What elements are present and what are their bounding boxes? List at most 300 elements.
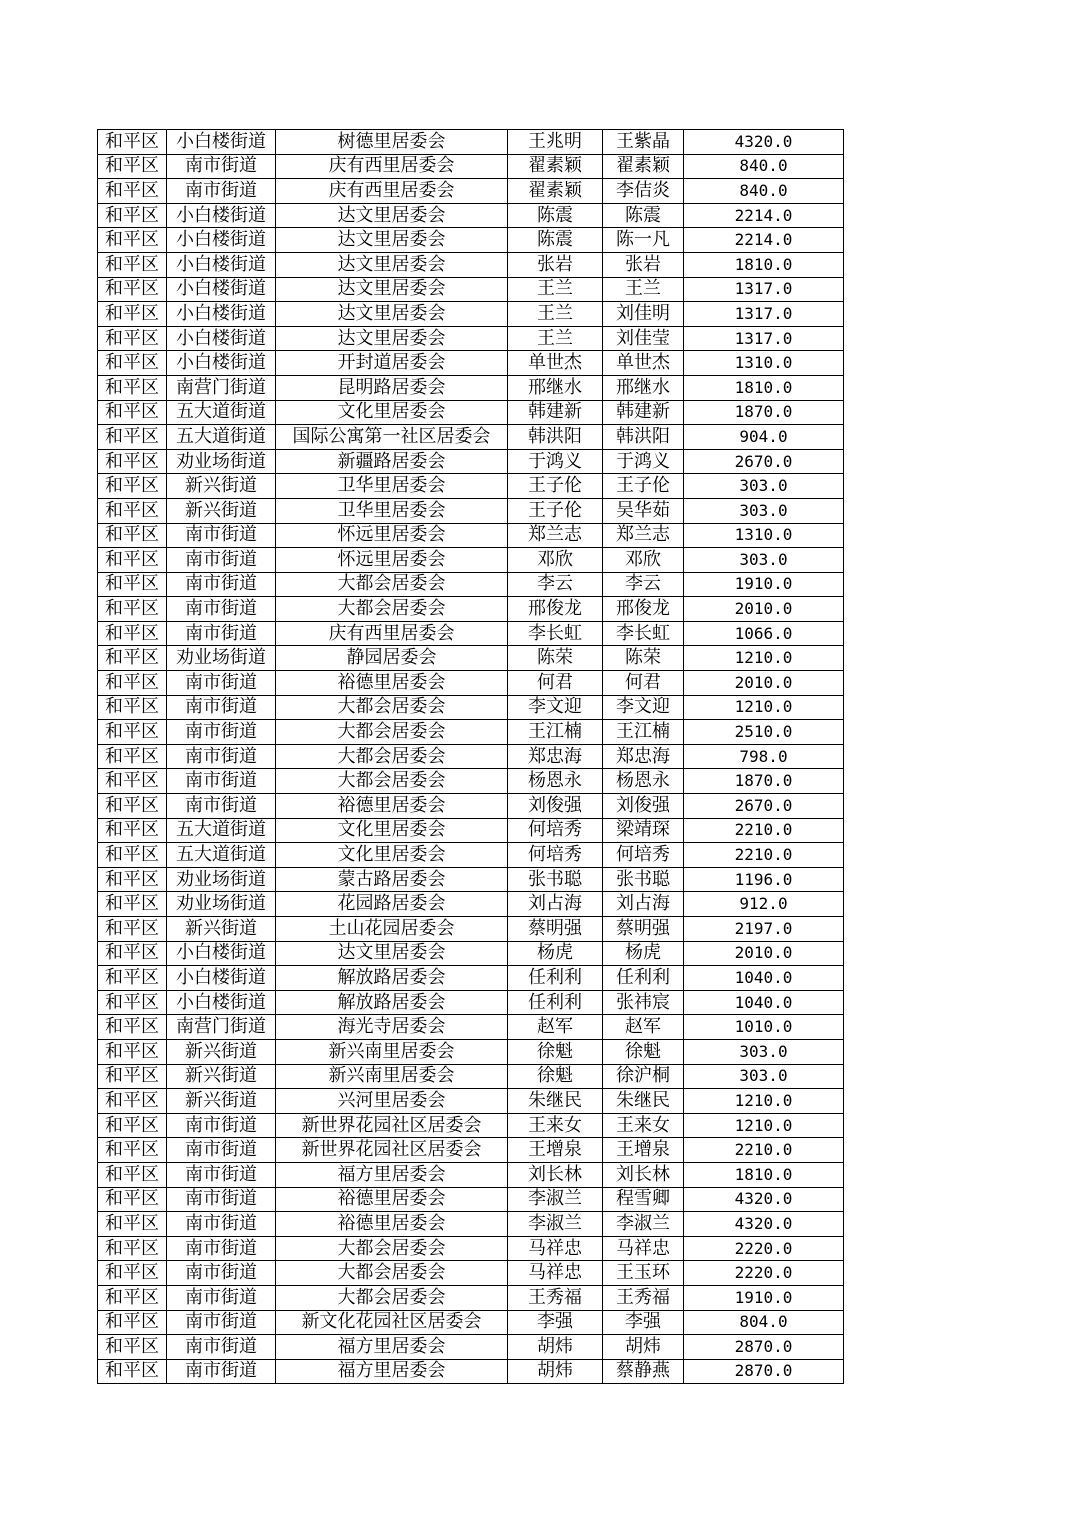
member-cell: 陈震	[603, 203, 684, 228]
district-cell: 和平区	[98, 1015, 167, 1040]
amount-cell: 303.0	[684, 498, 844, 523]
committee-cell: 大都会居委会	[276, 769, 508, 794]
table-row	[98, 769, 844, 794]
district-cell: 和平区	[98, 1064, 167, 1089]
table-row	[98, 1138, 844, 1163]
table-row	[98, 400, 844, 425]
member-cell: 何培秀	[603, 843, 684, 868]
member-cell: 李文迎	[603, 695, 684, 720]
amount-cell: 1910.0	[684, 572, 844, 597]
amount-cell: 2197.0	[684, 917, 844, 942]
committee-cell: 庆有西里居委会	[276, 621, 508, 646]
amount-cell: 1066.0	[684, 621, 844, 646]
member-cell: 李淑兰	[603, 1212, 684, 1237]
district-cell: 和平区	[98, 1359, 167, 1384]
member-cell: 蔡静燕	[603, 1359, 684, 1384]
street-cell: 小白楼街道	[167, 966, 276, 991]
table-row	[98, 179, 844, 204]
district-cell: 和平区	[98, 818, 167, 843]
table-row	[98, 671, 844, 696]
committee-cell: 福方里居委会	[276, 1162, 508, 1187]
amount-cell: 2010.0	[684, 597, 844, 622]
street-cell: 南市街道	[167, 179, 276, 204]
member-cell: 韩建新	[603, 400, 684, 425]
street-cell: 南市街道	[167, 154, 276, 179]
district-cell: 和平区	[98, 867, 167, 892]
amount-cell: 1810.0	[684, 252, 844, 277]
applicant-cell: 陈震	[508, 228, 603, 253]
table-row	[98, 966, 844, 991]
amount-cell: 2210.0	[684, 1138, 844, 1163]
amount-cell: 4320.0	[684, 1212, 844, 1237]
district-cell: 和平区	[98, 449, 167, 474]
district-cell: 和平区	[98, 1335, 167, 1360]
amount-cell: 1040.0	[684, 990, 844, 1015]
street-cell: 小白楼街道	[167, 302, 276, 327]
table-row	[98, 375, 844, 400]
table-row	[98, 941, 844, 966]
district-cell: 和平区	[98, 326, 167, 351]
member-cell: 于鸿义	[603, 449, 684, 474]
street-cell: 小白楼街道	[167, 252, 276, 277]
table-body	[98, 130, 844, 1384]
member-cell: 张祎宸	[603, 990, 684, 1015]
member-cell: 赵军	[603, 1015, 684, 1040]
district-cell: 和平区	[98, 744, 167, 769]
amount-cell: 1810.0	[684, 1162, 844, 1187]
amount-cell: 1210.0	[684, 695, 844, 720]
committee-cell: 新文化花园社区居委会	[276, 1310, 508, 1335]
committee-cell: 福方里居委会	[276, 1359, 508, 1384]
street-cell: 劝业场街道	[167, 892, 276, 917]
street-cell: 南市街道	[167, 1261, 276, 1286]
table-row	[98, 1162, 844, 1187]
committee-cell: 土山花园居委会	[276, 917, 508, 942]
applicant-cell: 邢俊龙	[508, 597, 603, 622]
table-row	[98, 326, 844, 351]
street-cell: 新兴街道	[167, 498, 276, 523]
street-cell: 小白楼街道	[167, 228, 276, 253]
table-row	[98, 1064, 844, 1089]
table-row	[98, 130, 844, 155]
table-row	[98, 1359, 844, 1384]
table-row	[98, 1089, 844, 1114]
table-row	[98, 1015, 844, 1040]
table-row	[98, 498, 844, 523]
applicant-cell: 翟素颖	[508, 179, 603, 204]
member-cell: 胡炜	[603, 1335, 684, 1360]
street-cell: 南市街道	[167, 1285, 276, 1310]
member-cell: 王秀福	[603, 1285, 684, 1310]
table-row	[98, 892, 844, 917]
committee-cell: 兴河里居委会	[276, 1089, 508, 1114]
table-row	[98, 917, 844, 942]
amount-cell: 1317.0	[684, 277, 844, 302]
district-cell: 和平区	[98, 794, 167, 819]
applicant-cell: 胡炜	[508, 1335, 603, 1360]
member-cell: 任利利	[603, 966, 684, 991]
street-cell: 南市街道	[167, 1138, 276, 1163]
applicant-cell: 李云	[508, 572, 603, 597]
member-cell: 王子伦	[603, 474, 684, 499]
member-cell: 杨恩永	[603, 769, 684, 794]
amount-cell: 1310.0	[684, 523, 844, 548]
amount-cell: 2214.0	[684, 203, 844, 228]
district-cell: 和平区	[98, 203, 167, 228]
applicant-cell: 蔡明强	[508, 917, 603, 942]
member-cell: 韩洪阳	[603, 425, 684, 450]
table-row	[98, 1236, 844, 1261]
committee-cell: 新世界花园社区居委会	[276, 1113, 508, 1138]
table-row	[98, 1212, 844, 1237]
committee-cell: 静园居委会	[276, 646, 508, 671]
district-cell: 和平区	[98, 1039, 167, 1064]
applicant-cell: 何培秀	[508, 818, 603, 843]
district-cell: 和平区	[98, 966, 167, 991]
amount-cell: 1310.0	[684, 351, 844, 376]
applicant-cell: 翟素颖	[508, 154, 603, 179]
committee-cell: 庆有西里居委会	[276, 154, 508, 179]
committee-cell: 新兴南里居委会	[276, 1039, 508, 1064]
table-row	[98, 277, 844, 302]
applicant-cell: 王兰	[508, 326, 603, 351]
applicant-cell: 王子伦	[508, 498, 603, 523]
table-row	[98, 474, 844, 499]
table-row	[98, 425, 844, 450]
district-cell: 和平区	[98, 179, 167, 204]
applicant-cell: 邢继水	[508, 375, 603, 400]
committee-cell: 裕德里居委会	[276, 794, 508, 819]
amount-cell: 2210.0	[684, 843, 844, 868]
district-cell: 和平区	[98, 1285, 167, 1310]
street-cell: 小白楼街道	[167, 130, 276, 155]
district-cell: 和平区	[98, 917, 167, 942]
committee-cell: 新世界花园社区居委会	[276, 1138, 508, 1163]
committee-cell: 怀远里居委会	[276, 548, 508, 573]
committee-cell: 达文里居委会	[276, 302, 508, 327]
amount-cell: 1317.0	[684, 302, 844, 327]
committee-cell: 树德里居委会	[276, 130, 508, 155]
applicant-cell: 刘长林	[508, 1162, 603, 1187]
applicant-cell: 王秀福	[508, 1285, 603, 1310]
table-row	[98, 154, 844, 179]
table-row	[98, 990, 844, 1015]
street-cell: 南市街道	[167, 572, 276, 597]
committee-cell: 达文里居委会	[276, 941, 508, 966]
member-cell: 刘长林	[603, 1162, 684, 1187]
committee-cell: 新兴南里居委会	[276, 1064, 508, 1089]
committee-cell: 大都会居委会	[276, 1285, 508, 1310]
member-cell: 邢俊龙	[603, 597, 684, 622]
street-cell: 新兴街道	[167, 1064, 276, 1089]
applicant-cell: 胡炜	[508, 1359, 603, 1384]
amount-cell: 2670.0	[684, 449, 844, 474]
table-row	[98, 843, 844, 868]
member-cell: 张书聪	[603, 867, 684, 892]
table-row	[98, 794, 844, 819]
district-cell: 和平区	[98, 1261, 167, 1286]
amount-cell: 303.0	[684, 1064, 844, 1089]
street-cell: 南市街道	[167, 671, 276, 696]
street-cell: 南市街道	[167, 621, 276, 646]
street-cell: 小白楼街道	[167, 277, 276, 302]
member-cell: 蔡明强	[603, 917, 684, 942]
applicant-cell: 李强	[508, 1310, 603, 1335]
street-cell: 小白楼街道	[167, 203, 276, 228]
amount-cell: 2870.0	[684, 1359, 844, 1384]
amount-cell: 4320.0	[684, 130, 844, 155]
district-cell: 和平区	[98, 621, 167, 646]
applicant-cell: 刘俊强	[508, 794, 603, 819]
member-cell: 单世杰	[603, 351, 684, 376]
amount-cell: 303.0	[684, 1039, 844, 1064]
committee-cell: 大都会居委会	[276, 1261, 508, 1286]
street-cell: 南市街道	[167, 1212, 276, 1237]
member-cell: 马祥忠	[603, 1236, 684, 1261]
applicant-cell: 陈荣	[508, 646, 603, 671]
member-cell: 王玉环	[603, 1261, 684, 1286]
applicant-cell: 单世杰	[508, 351, 603, 376]
applicant-cell: 韩建新	[508, 400, 603, 425]
district-cell: 和平区	[98, 474, 167, 499]
street-cell: 小白楼街道	[167, 326, 276, 351]
applicant-cell: 何君	[508, 671, 603, 696]
table-row	[98, 1310, 844, 1335]
member-cell: 刘占海	[603, 892, 684, 917]
amount-cell: 2010.0	[684, 671, 844, 696]
street-cell: 南市街道	[167, 769, 276, 794]
member-cell: 李强	[603, 1310, 684, 1335]
table-row	[98, 1261, 844, 1286]
amount-cell: 1910.0	[684, 1285, 844, 1310]
street-cell: 小白楼街道	[167, 351, 276, 376]
amount-cell: 2210.0	[684, 818, 844, 843]
table-row	[98, 1285, 844, 1310]
amount-cell: 904.0	[684, 425, 844, 450]
committee-cell: 达文里居委会	[276, 326, 508, 351]
district-cell: 和平区	[98, 1113, 167, 1138]
table-row	[98, 597, 844, 622]
district-cell: 和平区	[98, 498, 167, 523]
committee-cell: 大都会居委会	[276, 597, 508, 622]
committee-cell: 卫华里居委会	[276, 474, 508, 499]
member-cell: 刘俊强	[603, 794, 684, 819]
table-row	[98, 523, 844, 548]
committee-cell: 裕德里居委会	[276, 671, 508, 696]
table-row	[98, 695, 844, 720]
applicant-cell: 赵军	[508, 1015, 603, 1040]
street-cell: 劝业场街道	[167, 449, 276, 474]
street-cell: 新兴街道	[167, 474, 276, 499]
amount-cell: 804.0	[684, 1310, 844, 1335]
applicant-cell: 李淑兰	[508, 1187, 603, 1212]
amount-cell: 1210.0	[684, 1113, 844, 1138]
amount-cell: 798.0	[684, 744, 844, 769]
table-row	[98, 646, 844, 671]
member-cell: 杨虎	[603, 941, 684, 966]
committee-cell: 国际公寓第一社区居委会	[276, 425, 508, 450]
amount-cell: 2870.0	[684, 1335, 844, 1360]
committee-cell: 达文里居委会	[276, 252, 508, 277]
committee-cell: 达文里居委会	[276, 203, 508, 228]
street-cell: 南市街道	[167, 1359, 276, 1384]
district-cell: 和平区	[98, 228, 167, 253]
street-cell: 南市街道	[167, 548, 276, 573]
street-cell: 五大道街道	[167, 425, 276, 450]
committee-cell: 大都会居委会	[276, 720, 508, 745]
committee-cell: 裕德里居委会	[276, 1212, 508, 1237]
committee-cell: 解放路居委会	[276, 990, 508, 1015]
district-cell: 和平区	[98, 1089, 167, 1114]
data-table	[97, 129, 844, 1384]
member-cell: 何君	[603, 671, 684, 696]
committee-cell: 文化里居委会	[276, 818, 508, 843]
amount-cell: 2220.0	[684, 1236, 844, 1261]
table-row	[98, 744, 844, 769]
applicant-cell: 任利利	[508, 990, 603, 1015]
applicant-cell: 王兰	[508, 302, 603, 327]
street-cell: 小白楼街道	[167, 990, 276, 1015]
street-cell: 南市街道	[167, 1162, 276, 1187]
applicant-cell: 张书聪	[508, 867, 603, 892]
district-cell: 和平区	[98, 990, 167, 1015]
district-cell: 和平区	[98, 941, 167, 966]
member-cell: 朱继民	[603, 1089, 684, 1114]
member-cell: 王来女	[603, 1113, 684, 1138]
street-cell: 南市街道	[167, 1113, 276, 1138]
table-row	[98, 449, 844, 474]
table-row	[98, 1113, 844, 1138]
district-cell: 和平区	[98, 769, 167, 794]
table-row	[98, 1335, 844, 1360]
committee-cell: 裕德里居委会	[276, 1187, 508, 1212]
member-cell: 刘佳明	[603, 302, 684, 327]
member-cell: 李云	[603, 572, 684, 597]
amount-cell: 1317.0	[684, 326, 844, 351]
applicant-cell: 马祥忠	[508, 1261, 603, 1286]
table-row	[98, 548, 844, 573]
street-cell: 南市街道	[167, 1335, 276, 1360]
street-cell: 新兴街道	[167, 1039, 276, 1064]
table-row	[98, 252, 844, 277]
street-cell: 小白楼街道	[167, 941, 276, 966]
amount-cell: 2510.0	[684, 720, 844, 745]
committee-cell: 蒙古路居委会	[276, 867, 508, 892]
district-cell: 和平区	[98, 252, 167, 277]
committee-cell: 大都会居委会	[276, 744, 508, 769]
member-cell: 程雪卿	[603, 1187, 684, 1212]
member-cell: 梁靖琛	[603, 818, 684, 843]
applicant-cell: 李长虹	[508, 621, 603, 646]
applicant-cell: 韩洪阳	[508, 425, 603, 450]
district-cell: 和平区	[98, 548, 167, 573]
district-cell: 和平区	[98, 277, 167, 302]
district-cell: 和平区	[98, 720, 167, 745]
amount-cell: 1040.0	[684, 966, 844, 991]
street-cell: 五大道街道	[167, 818, 276, 843]
applicant-cell: 王兆明	[508, 130, 603, 155]
district-cell: 和平区	[98, 1162, 167, 1187]
district-cell: 和平区	[98, 425, 167, 450]
applicant-cell: 张岩	[508, 252, 603, 277]
street-cell: 南市街道	[167, 744, 276, 769]
table-row	[98, 203, 844, 228]
applicant-cell: 李淑兰	[508, 1212, 603, 1237]
amount-cell: 2670.0	[684, 794, 844, 819]
table-row	[98, 228, 844, 253]
applicant-cell: 朱继民	[508, 1089, 603, 1114]
table-row	[98, 720, 844, 745]
applicant-cell: 任利利	[508, 966, 603, 991]
table-row	[98, 867, 844, 892]
street-cell: 南市街道	[167, 523, 276, 548]
amount-cell: 4320.0	[684, 1187, 844, 1212]
street-cell: 劝业场街道	[167, 867, 276, 892]
amount-cell: 1210.0	[684, 646, 844, 671]
street-cell: 南营门街道	[167, 375, 276, 400]
street-cell: 南市街道	[167, 1236, 276, 1261]
table-row	[98, 351, 844, 376]
amount-cell: 1810.0	[684, 375, 844, 400]
street-cell: 南营门街道	[167, 1015, 276, 1040]
district-cell: 和平区	[98, 130, 167, 155]
street-cell: 南市街道	[167, 597, 276, 622]
applicant-cell: 马祥忠	[508, 1236, 603, 1261]
applicant-cell: 王江楠	[508, 720, 603, 745]
street-cell: 南市街道	[167, 794, 276, 819]
district-cell: 和平区	[98, 1138, 167, 1163]
committee-cell: 庆有西里居委会	[276, 179, 508, 204]
committee-cell: 昆明路居委会	[276, 375, 508, 400]
committee-cell: 文化里居委会	[276, 843, 508, 868]
amount-cell: 1870.0	[684, 769, 844, 794]
member-cell: 邢继水	[603, 375, 684, 400]
applicant-cell: 王来女	[508, 1113, 603, 1138]
street-cell: 五大道街道	[167, 400, 276, 425]
member-cell: 李长虹	[603, 621, 684, 646]
district-cell: 和平区	[98, 843, 167, 868]
applicant-cell: 杨虎	[508, 941, 603, 966]
district-cell: 和平区	[98, 646, 167, 671]
member-cell: 郑忠海	[603, 744, 684, 769]
table-row	[98, 302, 844, 327]
committee-cell: 福方里居委会	[276, 1335, 508, 1360]
applicant-cell: 陈震	[508, 203, 603, 228]
table-row	[98, 621, 844, 646]
applicant-cell: 徐魁	[508, 1039, 603, 1064]
committee-cell: 开封道居委会	[276, 351, 508, 376]
member-cell: 张岩	[603, 252, 684, 277]
district-cell: 和平区	[98, 375, 167, 400]
table-row	[98, 818, 844, 843]
applicant-cell: 郑兰志	[508, 523, 603, 548]
district-cell: 和平区	[98, 523, 167, 548]
district-cell: 和平区	[98, 572, 167, 597]
applicant-cell: 刘占海	[508, 892, 603, 917]
amount-cell: 2220.0	[684, 1261, 844, 1286]
committee-cell: 卫华里居委会	[276, 498, 508, 523]
district-cell: 和平区	[98, 1187, 167, 1212]
district-cell: 和平区	[98, 1212, 167, 1237]
committee-cell: 达文里居委会	[276, 228, 508, 253]
applicant-cell: 邓欣	[508, 548, 603, 573]
district-cell: 和平区	[98, 597, 167, 622]
member-cell: 郑兰志	[603, 523, 684, 548]
table-row	[98, 1187, 844, 1212]
committee-cell: 海光寺居委会	[276, 1015, 508, 1040]
applicant-cell: 于鸿义	[508, 449, 603, 474]
member-cell: 徐沪桐	[603, 1064, 684, 1089]
